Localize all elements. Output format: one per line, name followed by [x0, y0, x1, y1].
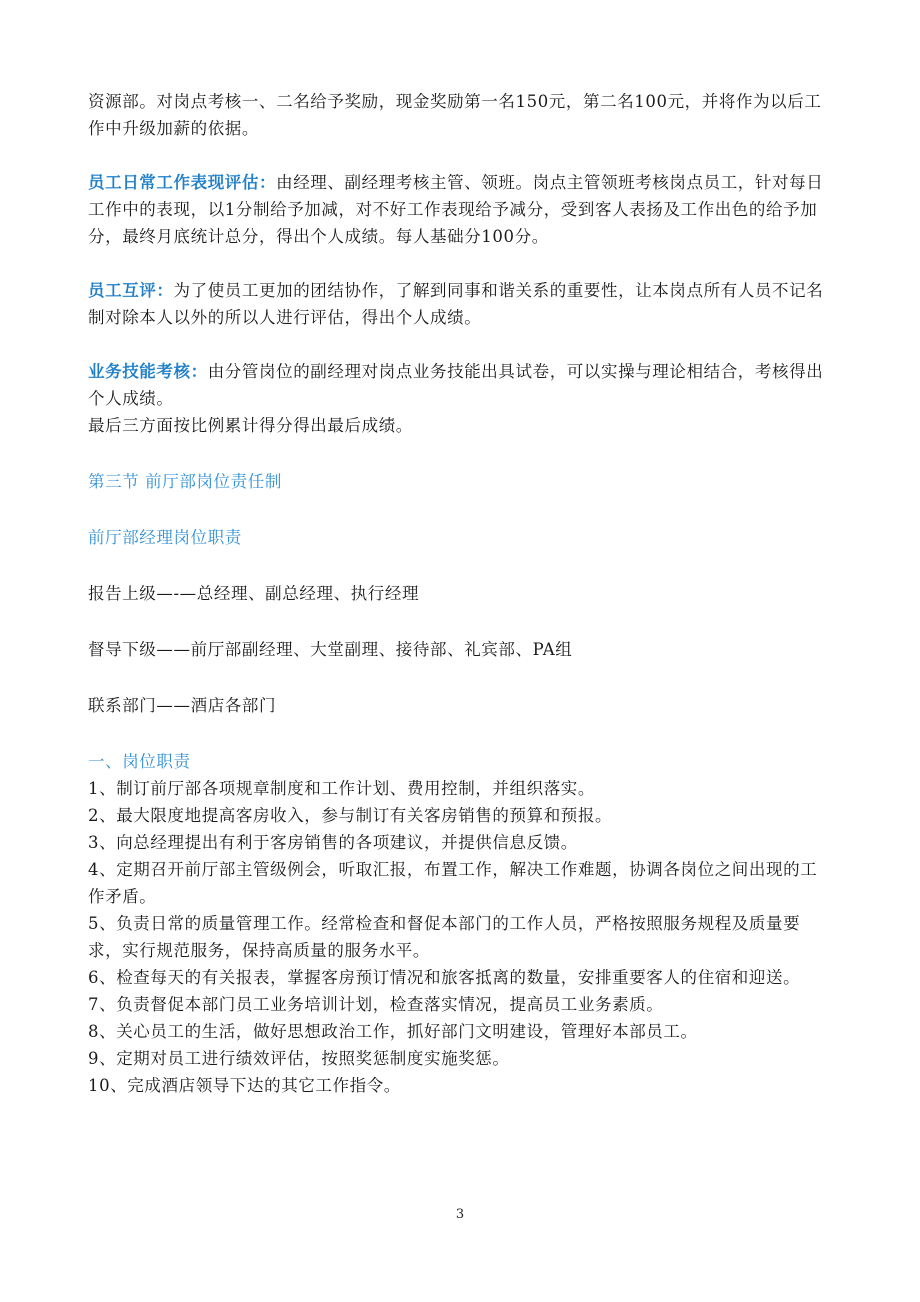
skill-eval-label: 业务技能考核： — [88, 362, 208, 381]
daily-eval-text: 由经理、副经理考核主管、领班。岗点主管领班考核岗点员工，针对每日工作中的表现，以1分制给予加减，对不好工作表现给予减分，受到客人表扬及工作出色的给予加分，最终月底统计总分，得出个人成绩。每人基础分100分。 — [88, 173, 824, 246]
final-note: 最后三方面按比例累计得分得出最后成绩。 — [88, 416, 413, 435]
document-body — [88, 88, 834, 1099]
daily-eval-paragraph — [88, 169, 834, 250]
list-item: 8、关心员工的生活，做好思想政治工作，抓好部门文明建设，管理好本部员工。 — [88, 1022, 698, 1041]
list-item: 3、向总经理提出有利于客房销售的各项建议，并提供信息反馈。 — [88, 833, 578, 852]
section-title: 第三节 前厅部岗位责任制 — [88, 472, 282, 491]
list-item: 6、检查每天的有关报表，掌握客房预订情况和旅客抵离的数量，安排重要客人的住宿和迎送。 — [88, 968, 801, 987]
peer-eval-paragraph — [88, 277, 834, 331]
intro-paragraph: 资源部。对岗点考核一、二名给予奖励，现金奖励第一名150元，第二名100元，并将作为以后工作中升级加薪的依据。 — [88, 92, 822, 138]
duties-list — [88, 775, 834, 1099]
subsection-title: 前厅部经理岗位职责 — [88, 528, 242, 547]
list-item: 9、定期对员工进行绩效评估，按照奖惩制度实施奖惩。 — [88, 1049, 510, 1068]
supervise-line: 督导下级——前厅部副经理、大堂副理、接待部、礼宾部、PA组 — [88, 640, 573, 659]
liaison-line: 联系部门——酒店各部门 — [88, 696, 277, 715]
skill-eval-paragraph — [88, 358, 834, 412]
list-item: 1、制订前厅部各项规章制度和工作计划、费用控制，并组织落实。 — [88, 779, 595, 798]
peer-eval-text: 为了使员工更加的团结协作，了解到同事和谐关系的重要性，让本岗点所有人员不记名制对除本人以外的所以人进行评估，得出个人成绩。 — [88, 281, 824, 327]
list-item: 5、负责日常的质量管理工作。经常检查和督促本部门的工作人员，严格按照服务规程及质量要求，实行规范服务，保持高质量的服务水平。 — [88, 914, 801, 960]
skill-eval-text: 由分管岗位的副经理对岗点业务技能出具试卷，可以实操与理论相结合，考核得出个人成绩。 — [88, 362, 824, 408]
peer-eval-label: 员工互评： — [88, 281, 174, 300]
list-item: 10、完成酒店领导下达的其它工作指令。 — [88, 1076, 401, 1095]
report-to-line: 报告上级—-—总经理、副总经理、执行经理 — [88, 584, 420, 603]
list-item: 4、定期召开前厅部主管级例会，听取汇报，布置工作，解决工作难题，协调各岗位之间出现的工作矛盾。 — [88, 860, 818, 906]
list-item: 2、最大限度地提高客房收入，参与制订有关客房销售的预算和预报。 — [88, 806, 613, 825]
duties-heading: 一、岗位职责 — [88, 752, 191, 771]
list-item: 7、负责督促本部门员工业务培训计划，检查落实情况，提高员工业务素质。 — [88, 995, 664, 1014]
page-number: 3 — [455, 1207, 465, 1222]
daily-eval-label: 员工日常工作表现评估： — [88, 173, 277, 192]
